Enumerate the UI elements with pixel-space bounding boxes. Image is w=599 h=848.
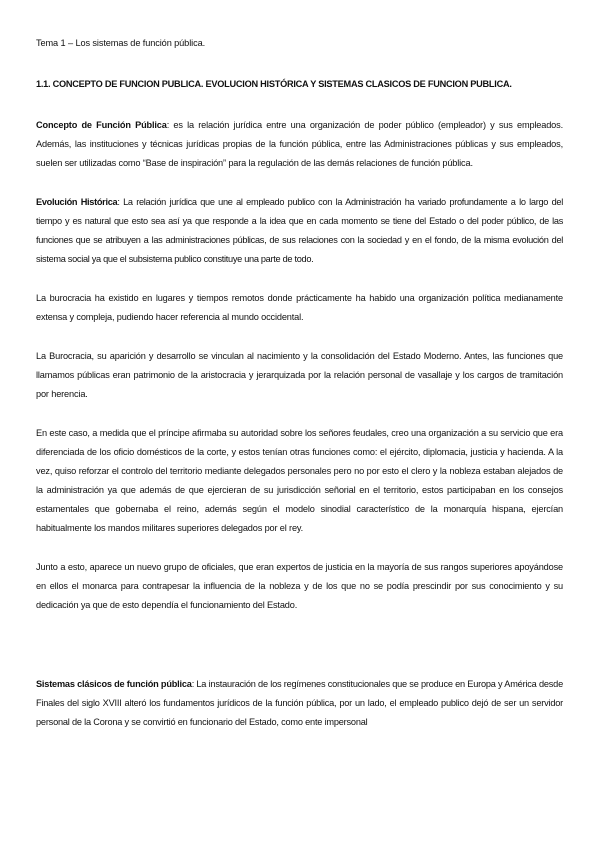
paragraph-text: La Burocracia, su aparición y desarrollo se vinculan al nacimiento y la consolidación del Estado Moderno. Antes, las funciones que llamamos públicas eran patrimonio de la aristocracia y jerarquizada por la relación personal de vasallaje y los cargos de tramitación por herencia. [36,351,563,399]
paragraph-text: En este caso, a medida que el príncipe afirmaba su autoridad sobre los señores feudales, creo una organización a su servicio que era diferenciada de los oficio domésticos de la corte, y estos tenían otras funciones como: el ejército, diplomacia, justicia y hacienda. A la vez, quiso reforzar el controlo del territorio mediante delegados personales pero no por esto el clero y la nobleza estaban alejados de la administración ya que además de que ejercieran de su jurisdicción señorial en el territorio, estos participaban en los consejos estamentales que gobernaba el reino, además según el modelo sinodial característico de la monarquía hispana, ejercían habitualmente los mandos militares superiores delegados por el rey. [36,428,563,533]
paragraph-burocracia-estado [36,347,563,404]
paragraph-evolucion [36,193,563,269]
paragraph-oficiales [36,558,563,615]
paragraph-term: Concepto de Función Pública [36,120,167,130]
paragraph-sistemas-clasicos [36,675,563,732]
paragraph-term: Sistemas clásicos de función pública [36,679,192,689]
document-page [36,34,563,732]
paragraph-concepto [36,116,563,173]
paragraph-text: : es la relación jurídica entre una organización de poder público (empleador) y sus empleados. Además, las instituciones y técnicas jurídicas propias de la función pública, entre las Administraciones públicas y sus empleados, suelen ser utilizadas como “Base de inspiración” para la regulación de las demás relaciones de función pública. [36,120,563,168]
paragraph-text: Junto a esto, aparece un nuevo grupo de oficiales, que eran expertos de justicia en la mayoría de sus rangos superiores apoyándose en ellos el monarca para contrapesar la influencia de la nobleza y de los que no se podía prescindir por sus conocimiento y su dedicación ya que de esto dependía el funcionamiento del Estado. [36,562,563,610]
section-title: 1.1. CONCEPTO DE FUNCION PUBLICA. EVOLUCION HISTÓRICA Y SISTEMAS CLASICOS DE FUNCION PUBLICA. [36,79,512,89]
document-title: Tema 1 – Los sistemas de función pública. [36,38,206,48]
paragraph-text: : La relación jurídica que une al empleado publico con la Administración ha variado profundamente a lo largo del tiempo y es natural que esto sea así ya que responde a la idea que en cada momento se tiene del Estado o del poder público, de las funciones que se atribuyen a las administraciones públicas, de sus relaciones con la sociedad y en el fondo, de la misma evolución del sistema social ya que el subsistema publico constituye una parte de todo. [36,197,563,264]
paragraph-burocracia-origen [36,289,563,327]
paragraph-principe [36,424,563,538]
paragraph-text: La burocracia ha existido en lugares y tiempos remotos donde prácticamente ha habido una organización política medianamente extensa y compleja, pudiendo hacer referencia al mundo occidental. [36,293,563,322]
paragraph-term: Evolución Histórica [36,197,118,207]
paragraph-text: : La instauración de los regímenes constitucionales que se produce en Europa y América desde Finales del siglo XVIII alteró los fundamentos jurídicos de la función pública, por un lado, el empleado publico dejó de ser un servidor personal de la Corona y se convirtió en funcionario del Estado, como ente impersonal [36,679,563,727]
